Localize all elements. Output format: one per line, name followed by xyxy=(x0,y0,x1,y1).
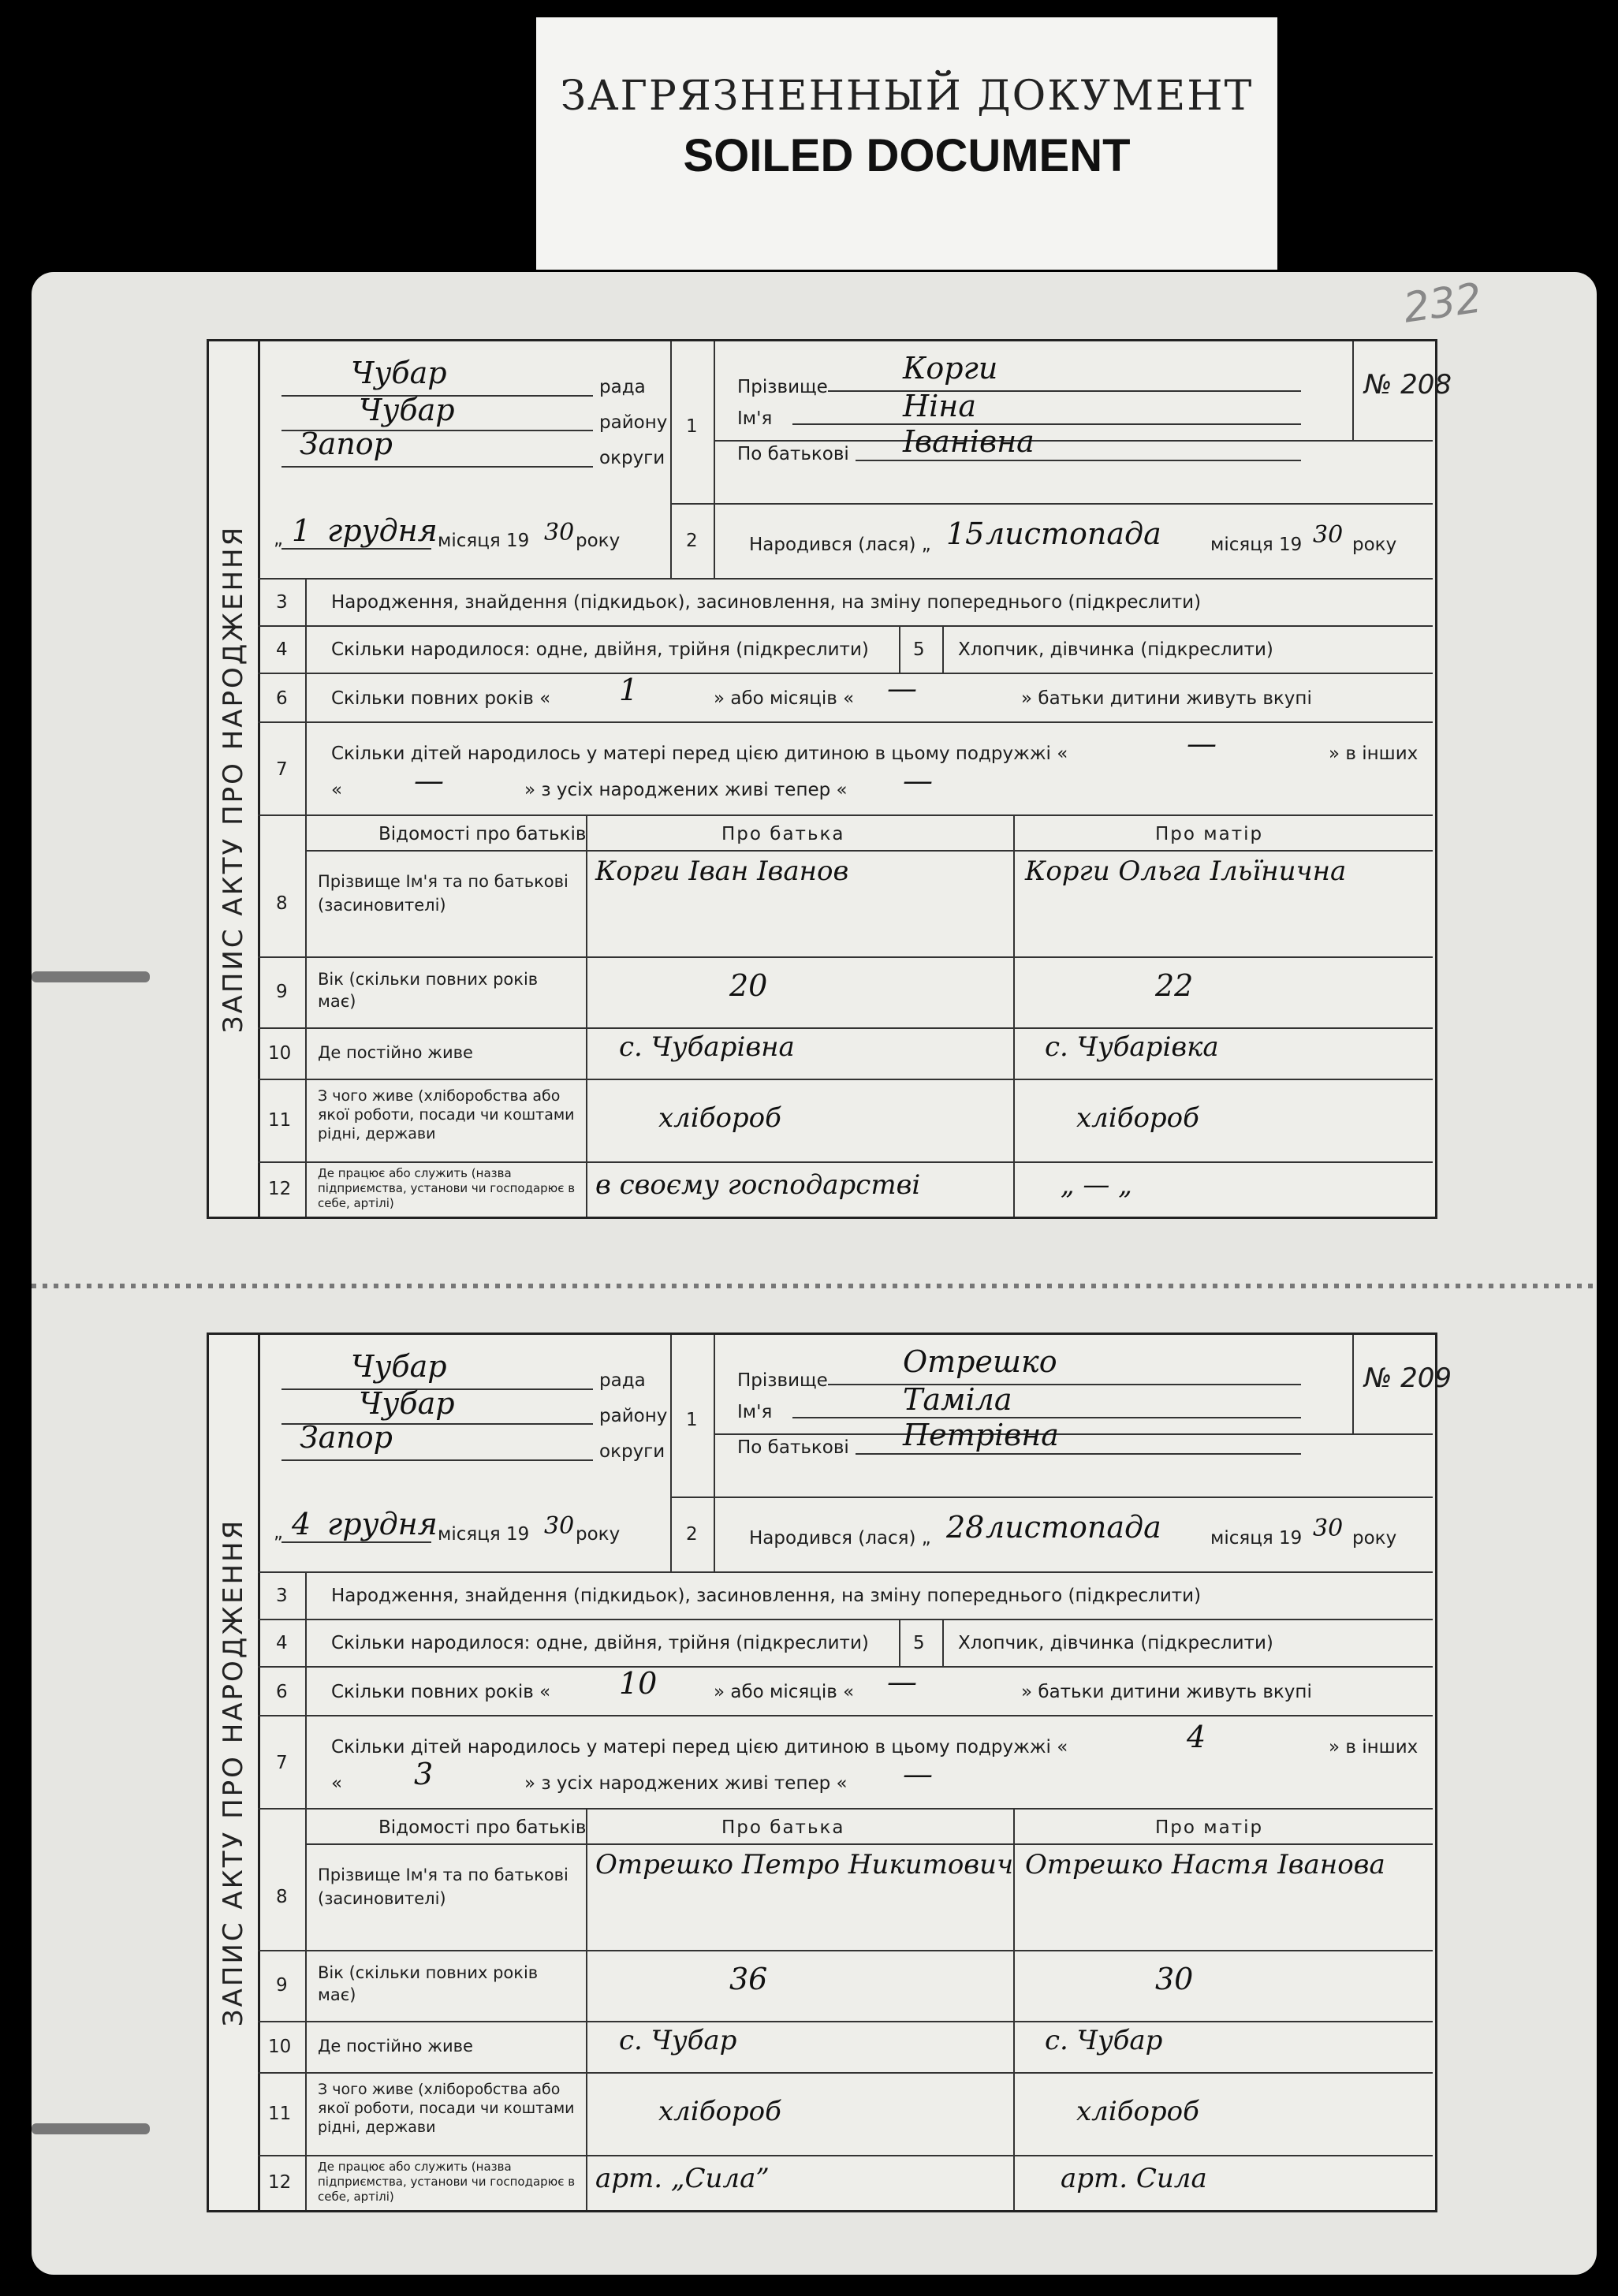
child-patronymic: Петрівна xyxy=(903,1418,1059,1452)
children-alive: — xyxy=(903,763,933,798)
mother-name: Отрешко Настя Іванова xyxy=(1025,1849,1385,1880)
years-together: 10 xyxy=(619,1666,658,1701)
mother-workplace: „ — „ xyxy=(1061,1169,1132,1201)
father-name: Отрешко Петро Никитович xyxy=(595,1849,1014,1880)
mother-name: Корги Ольга Ільїнична xyxy=(1025,855,1347,887)
children-other: — xyxy=(414,763,444,798)
birth-record-form: ЗАПИС АКТУ ПРО НАРОДЖЕННЯ 1 2 Чубар рада Чубар району Запор округи „ 1 грудня місяця 19 30 року Прізвище Корги Ім'я Ніна По батькові Іванівна № 208 Народився (лася) „ 15 листопада місяця 19 30 року 3 Народження, знайдення (підкидьок), засиновлення, на зміну попереднього (підкреслити) 4 Скільки народилося: одне, двійня, трійня (підкреслити) 5 Хлопчик, дівчинка (підкреслити) 6 Скільки повних років « 1 » або місяців « — » батьки дитини живуть вкупі 7 Скільки дітей народилось у матері перед цією дитиною в цьому подружжі « — » в інших « — » з усіх народжених живі тепер « — Відомості про батьків Про батька Про матір 8 Прізвище Ім'я та по батькові (засиновителі) Корги Іван Іванов Корги Ольга Ільїнична 9 Вік (скільки повних років має) 20 22 10 Де постійно живе с. Чубарівна с. Чубарівка 11 З чого живе (хліборобства або якої роботи, посади чи коштами рідні, держави хлібороб хлібороб 12 Де працює або служить (назва підприємства, установи чи господарює в себе, артілі) в своєму господарстві „ — „ xyxy=(207,339,1437,1219)
father-residence: с. Чубар xyxy=(619,2025,737,2056)
father-livelihood: хлібороб xyxy=(658,1102,781,1134)
father-residence: с. Чубарівна xyxy=(619,1031,795,1063)
father-age: 20 xyxy=(729,968,768,1003)
mother-residence: с. Чубар xyxy=(1045,2025,1163,2056)
child-surname: Корги xyxy=(903,351,998,386)
father-name: Корги Іван Іванов xyxy=(595,855,849,887)
birth-month: листопада xyxy=(986,516,1161,551)
mother-livelihood: хлібороб xyxy=(1076,2096,1199,2127)
registration-year: 30 xyxy=(544,1512,575,1540)
binding-thread xyxy=(32,2123,150,2134)
children-alive: — xyxy=(903,1757,933,1791)
father-age: 36 xyxy=(729,1962,768,1996)
vertical-title: ЗАПИС АКТУ ПРО НАРОДЖЕННЯ xyxy=(209,1335,260,2210)
label-russian: ЗАГРЯЗНЕННЫЙ ДОКУМЕНТ xyxy=(560,73,1254,120)
birth-year: 30 xyxy=(1313,521,1344,549)
okrug-name: Запор xyxy=(300,1420,393,1455)
mother-age: 22 xyxy=(1155,968,1194,1003)
okrug-name: Запор xyxy=(300,427,393,461)
children-before: 4 xyxy=(1187,1720,1206,1754)
months-together: — xyxy=(887,671,917,706)
council-name: Чубар xyxy=(351,1349,447,1384)
birth-day: 28 xyxy=(946,1510,985,1545)
child-name: Ніна xyxy=(903,389,976,423)
council-name: Чубар xyxy=(351,356,447,390)
months-together: — xyxy=(887,1664,917,1699)
registration-month: грудня xyxy=(327,1507,438,1541)
record-number: № 208 xyxy=(1364,369,1452,401)
birth-year: 30 xyxy=(1313,1515,1344,1542)
birth-month: листопада xyxy=(986,1510,1161,1545)
registration-day: 4 xyxy=(292,1507,311,1541)
binding-thread xyxy=(32,971,150,982)
father-livelihood: хлібороб xyxy=(658,2096,781,2127)
soiled-document-label xyxy=(536,17,1277,270)
mother-age: 30 xyxy=(1155,1962,1194,1996)
mother-workplace: арт. Сила xyxy=(1061,2163,1207,2194)
mother-livelihood: хлібороб xyxy=(1076,1102,1199,1134)
mother-residence: с. Чубарівка xyxy=(1045,1031,1219,1063)
page-number: 232 xyxy=(1400,274,1485,333)
father-workplace: в своєму господарстві xyxy=(595,1169,921,1201)
father-workplace: арт. „Сила” xyxy=(595,2163,770,2194)
district-name: Чубар xyxy=(359,1386,455,1421)
registration-day: 1 xyxy=(292,513,311,548)
children-before: — xyxy=(1187,726,1217,761)
registration-month: грудня xyxy=(327,513,438,548)
child-name: Таміла xyxy=(903,1382,1012,1417)
district-name: Чубар xyxy=(359,393,455,427)
registration-year: 30 xyxy=(544,519,575,546)
child-patronymic: Іванівна xyxy=(903,424,1035,459)
vertical-title: ЗАПИС АКТУ ПРО НАРОДЖЕННЯ xyxy=(209,341,260,1217)
record-number: № 209 xyxy=(1364,1362,1452,1394)
birth-record-form: ЗАПИС АКТУ ПРО НАРОДЖЕННЯ 1 2 Чубар рада Чубар району Запор округи „ 4 грудня місяця 19 30 року Прізвище Отрешко Ім'я Таміла По батькові Петрівна № 209 Народився (лася) „ 28 листопада місяця 19 30 року 3 Народження, знайдення (підкидьок), засиновлення, на зміну попереднього (підкреслити) 4 Скільки народилося: одне, двійня, трійня (підкреслити) 5 Хлопчик, дівчинка (підкреслити) 6 Скільки повних років « 10 » або місяців « — » батьки дитини живуть вкупі 7 Скільки дітей народилось у матері перед цією дитиною в цьому подружжі « 4 » в інших « 3 » з усіх народжених живі тепер « — Відомості про батьків Про батька Про матір 8 Прізвище Ім'я та по батькові (засиновителі) Отрешко Петро Никитович Отрешко Настя Іванова 9 Вік (скільки повних років має) 36 30 10 Де постійно живе с. Чубар с. Чубар 11 З чого живе (хліборобства або якої роботи, посади чи коштами рідні, держави хлібороб хлібороб 12 Де працює або служить (назва підприємства, установи чи господарює в себе, артілі) арт. „Сила” арт. Сила xyxy=(207,1332,1437,2212)
fold-line xyxy=(32,1284,1597,1288)
children-other: 3 xyxy=(414,1757,434,1791)
years-together: 1 xyxy=(619,673,639,707)
child-surname: Отрешко xyxy=(903,1344,1057,1379)
birth-day: 15 xyxy=(946,516,985,551)
label-english: SOILED DOCUMENT xyxy=(683,130,1131,181)
